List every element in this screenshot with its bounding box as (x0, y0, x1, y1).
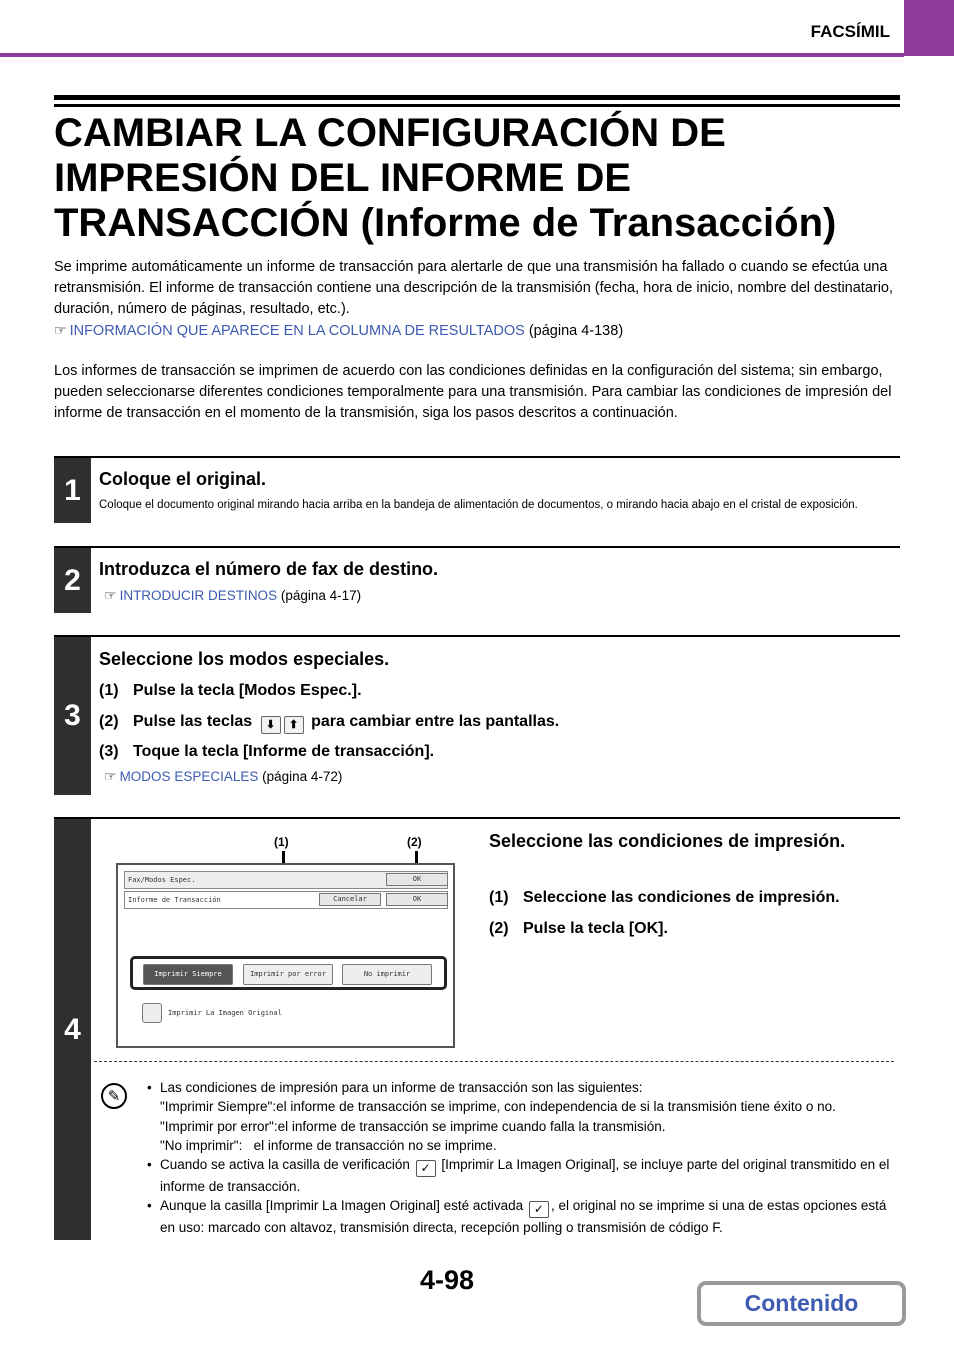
print-on-error-option[interactable]: Imprimir por error (243, 964, 333, 985)
note-item: • Aunque la casilla [Imprimir La Imagen Original] esté activada ✓ , el original no se imprime si una de estas opciones está en uso: marcado con altavoz, transmisión directa, recepción polling o transmisión de código F. (147, 1198, 887, 1236)
sub-step: (2) Pulse las teclas ⬇ ⬆ para cambiar entre las pantallas. (99, 713, 559, 734)
title-rule (54, 104, 900, 107)
arrow-up-key-icon: ⬆ (284, 716, 304, 734)
page-title: CAMBIAR LA CONFIGURACIÓN DE IMPRESIÓN DEL INFORME DE TRANSACCIÓN (Informe de Transacción) (54, 111, 837, 245)
sub-step: (3) Toque la tecla [Informe de transacción]. (99, 743, 435, 760)
header-accent (904, 0, 954, 56)
cancel-button[interactable]: Cancelar (319, 893, 381, 906)
note-item: • Las condiciones de impresión para un informe de transacción son las siguientes: "Imprimir Siempre":el informe de transacción se imprime, con independencia de si la transmisión tiene éxito o no. "Imprimir por error":el informe de transacción se imprime cuando falla la transmisión. "No imprimir": el informe de transacción no se imprime. (147, 1080, 836, 1153)
callout-label: (1) (274, 835, 289, 849)
special-modes-link[interactable]: MODOS ESPECIALES (119, 769, 259, 784)
step-reference: ☞ INTRODUCIR DESTINOS (página 4-17) (104, 587, 362, 603)
reference-hand-icon: ☞ (104, 587, 117, 603)
divider (94, 1061, 894, 1062)
ok-button[interactable]: OK (386, 893, 448, 906)
always-print-option[interactable]: Imprimir Siempre (143, 964, 233, 985)
step-number: 2 (54, 548, 91, 613)
step-heading: Seleccione las condiciones de impresión. (489, 831, 846, 851)
intro-paragraph: Se imprime automáticamente un informe de transacción para alertarle de que una transmisión ha fallado o cuando se efectúa una retransmisión. El informe de transacción contiene una descripción de la transmisión (fecha, hora de inicio, nombre del destinatario, duración, número de páginas, resultado, etc.). ☞ INFORMACIÓN QUE APARECE EN LA COLUMNA DE RESULTADOS (página 4-138) (54, 259, 894, 339)
step-number: 3 (54, 637, 91, 795)
contents-button[interactable]: Contenido (697, 1281, 906, 1326)
screen-subtitle-bar: Informe de Transacción (124, 891, 448, 909)
checkbox-label: Imprimir La Imagen Original (168, 1009, 282, 1017)
step-reference: ☞ MODOS ESPECIALES (página 4-72) (104, 768, 343, 784)
arrow-down-key-icon: ⬇ (261, 716, 281, 734)
notes (147, 1078, 897, 1238)
sub-step: (1) Seleccione las condiciones de impresión. (489, 889, 840, 906)
ref-page: (página 4-138) (528, 323, 624, 339)
step-description: Coloque el documento original mirando hacia arriba en la bandeja de alimentación de documentos, o mirando hacia abajo en el cristal de exposición. (99, 499, 858, 511)
note-item: • Cuando se activa la casilla de verificación ✓ [Imprimir La Imagen Original], se incluye parte del original transmitido en el informe de transacción. (147, 1157, 890, 1195)
step-rule (54, 456, 900, 458)
ok-button[interactable]: OK (386, 873, 448, 886)
step-heading: Introduzca el número de fax de destino. (99, 559, 439, 579)
step-heading: Seleccione los modos especiales. (99, 649, 390, 669)
sub-step: (2) Pulse la tecla [OK]. (489, 920, 668, 937)
step-number: 4 (54, 819, 91, 1240)
results-column-link[interactable]: INFORMACIÓN QUE APARECE EN LA COLUMNA DE RESULTADOS (69, 323, 525, 339)
sub-step: (1) Pulse la tecla [Modos Espec.]. (99, 682, 362, 699)
callout-label: (2) (407, 835, 422, 849)
step-heading: Coloque el original. (99, 469, 267, 489)
title-rule (54, 95, 900, 100)
checkmark-icon: ✓ (529, 1201, 549, 1218)
destinations-link[interactable]: INTRODUCIR DESTINOS (119, 588, 278, 603)
print-original-image-checkbox[interactable] (142, 1003, 162, 1023)
step-rule (54, 546, 900, 548)
step-rule (54, 817, 900, 819)
section-label: FACSÍMIL (810, 22, 890, 41)
touch-panel-screen (116, 863, 455, 1048)
screen-title-bar: Fax/Modos Espec. (124, 871, 448, 889)
header-rule (0, 53, 904, 57)
reference-hand-icon: ☞ (54, 322, 67, 338)
note-pencil-icon: ✎ (101, 1083, 127, 1109)
step-number: 1 (54, 458, 91, 523)
reference-hand-icon: ☞ (104, 768, 117, 784)
no-print-option[interactable]: No imprimir (342, 964, 432, 985)
page-number: 4-98 (420, 1265, 475, 1295)
intro-paragraph-2: Los informes de transacción se imprimen de acuerdo con las condiciones definidas en la configuración del sistema; sin embargo, pueden seleccionarse diferentes condiciones temporalmente para una transmisión. Para cambiar las condiciones de impresión del informe de transacción en el momento de la transmisión, siga los pasos descritos a continuación. (54, 363, 892, 421)
checkmark-icon: ✓ (416, 1160, 436, 1177)
step-rule (54, 635, 900, 637)
